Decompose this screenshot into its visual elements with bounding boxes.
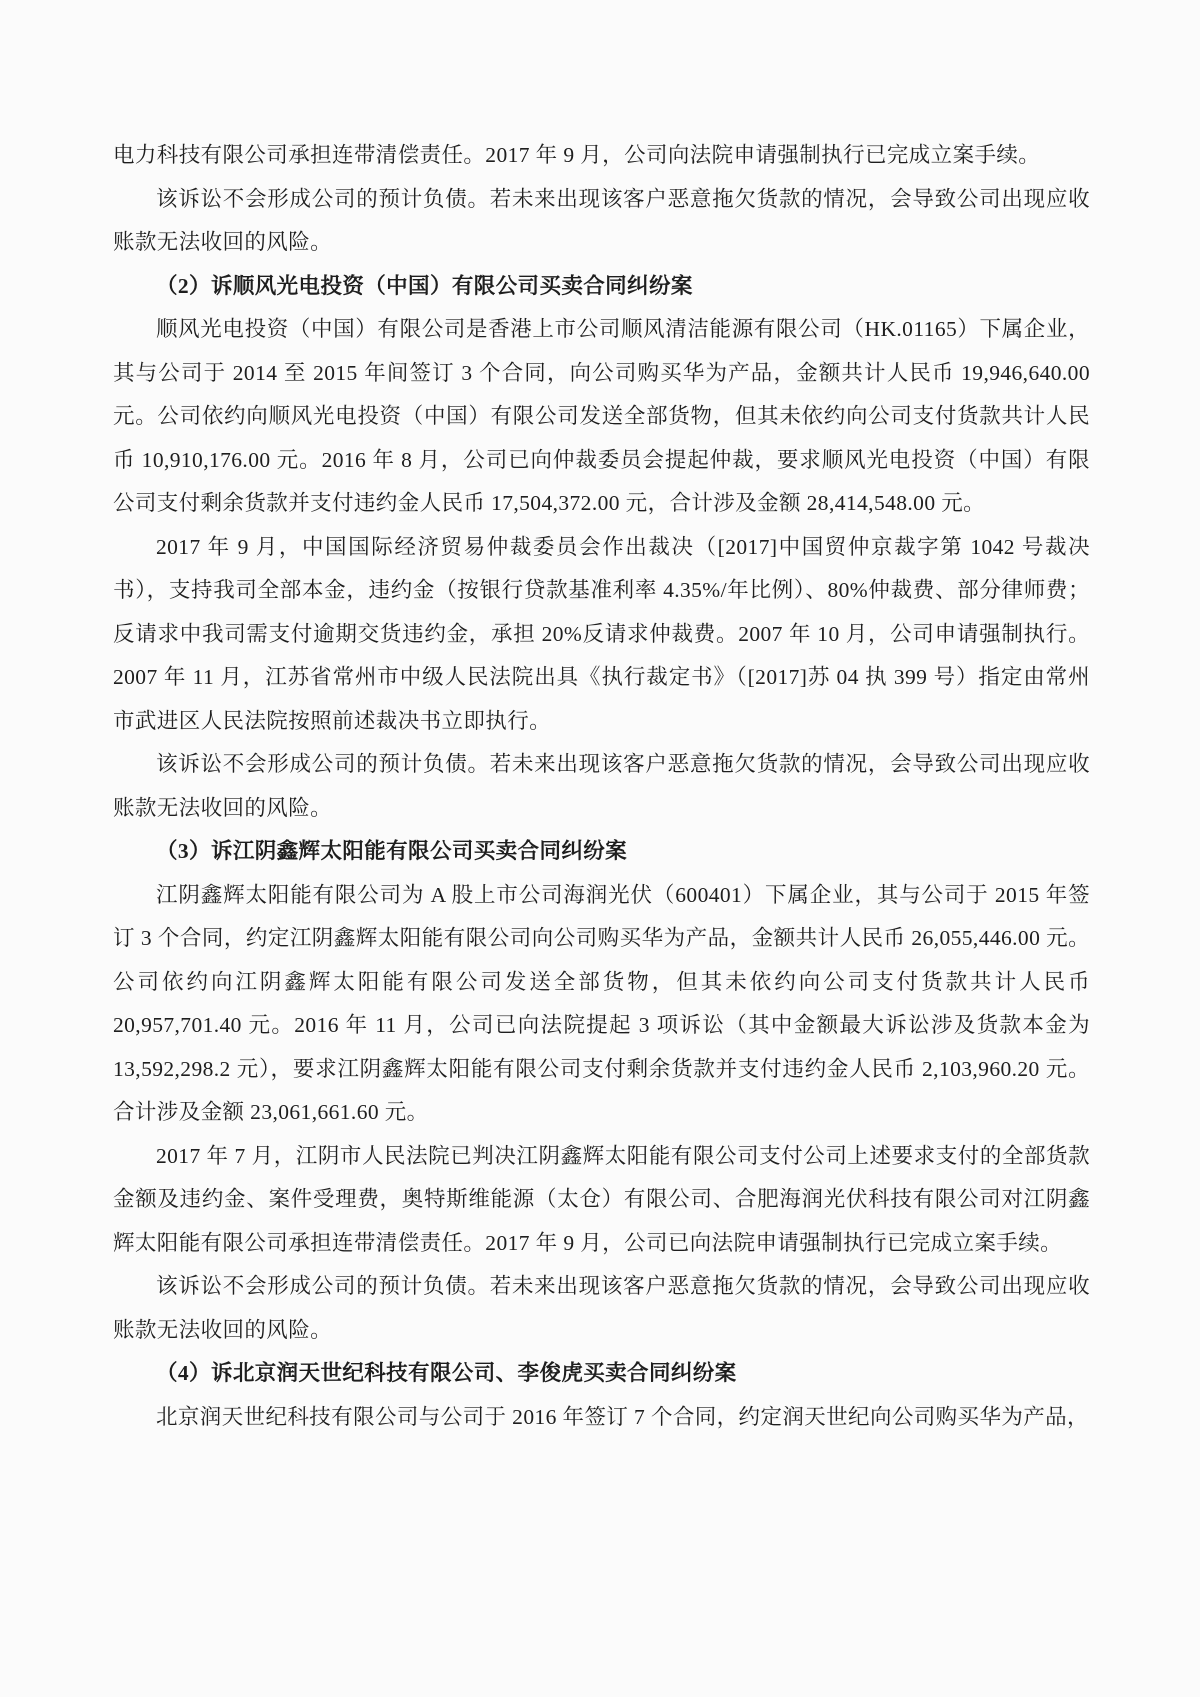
case-heading-4: （4）诉北京润天世纪科技有限公司、李俊虎买卖合同纠纷案 xyxy=(156,1361,737,1385)
document-body xyxy=(113,134,1090,1439)
paragraph-case3-ruling: 2017 年 7 月，江阴市人民法院已判决江阴鑫辉太阳能有限公司支付公司上述要求支付的全部货款金额及违约金、案件受理费，奥特斯维能源（太仓）有限公司、合肥海润光伏科技有限公司对江阴鑫辉太阳能有限公司承担连带清偿责任。2017 年 9 月，公司已向法院申请强制执行已完成立案手续。 xyxy=(113,1143,1090,1255)
paragraph-case3-facts: 江阴鑫辉太阳能有限公司为 A 股上市公司海润光伏（600401）下属企业，其与公司于 2015 年签订 3 个合同，约定江阴鑫辉太阳能有限公司向公司购买华为产品，金额共计人民币 26,055,446.00 元。公司依约向江阴鑫辉太阳能有限公司发送全部货物，但其未依约向公司支付货款共计人民币 20,957,701.40 元。2016 年 11 月，公司已向法院提起 3 项诉讼（其中金额最大诉讼涉及货款本金为 13,592,298.2 元），要求江阴鑫辉太阳能有限公司支付剩余货款并支付违约金人民币 2,103,960.20 元。合计涉及金额 23,061,661.60 元。 xyxy=(113,882,1091,1124)
paragraph-case2-ruling: 2017 年 9 月，中国国际经济贸易仲裁委员会作出裁决（[2017]中国贸仲京裁字第 1042 号裁决书），支持我司全部本金，违约金（按银行贷款基准利率 4.35%/年比例）、80%仲裁费、部分律师费；反请求中我司需支付逾期交货违约金，承担 20%反请求仲裁费。2007 年 10 月，公司申请强制执行。2007 年 11 月，江苏省常州市中级人民法院出具《执行裁定书》（[2017]苏 04 执 399 号）指定由常州市武进区人民法院按照前述裁决书立即执行。 xyxy=(113,534,1090,733)
paragraph-case4-facts: 北京润天世纪科技有限公司与公司于 2016 年签订 7 个合同，约定润天世纪向公司购买华为产品， xyxy=(156,1404,1089,1429)
paragraph-case2-facts: 顺风光电投资（中国）有限公司是香港上市公司顺风清洁能源有限公司（HK.01165）下属企业，其与公司于 2014 至 2015 年间签订 3 个合同，向公司购买华为产品，金额共计人民币 19,946,640.00 元。公司依约向顺风光电投资（中国）有限公司发送全部货物，但其未依约向公司支付货款共计人民币 10,910,176.00 元。2016 年 8 月，公司已向仲裁委员会提起仲裁，要求顺风光电投资（中国）有限公司支付剩余货款并支付违约金人民币 17,504,372.00 元，合计涉及金额 28,414,548.00 元。 xyxy=(113,317,1090,515)
case-heading-2: （2）诉顺风光电投资（中国）有限公司买卖合同纠纷案 xyxy=(156,273,693,298)
paragraph-risk-note-2: 该诉讼不会形成公司的预计负债。若未来出现该客户恶意拖欠货款的情况，会导致公司出现应收账款无法收回的风险。 xyxy=(113,752,1090,820)
paragraph-risk-note-3: 该诉讼不会形成公司的预计负债。若未来出现该客户恶意拖欠货款的情况，会导致公司出现应收账款无法收回的风险。 xyxy=(113,1274,1090,1342)
case-heading-3: （3）诉江阴鑫辉太阳能有限公司买卖合同纠纷案 xyxy=(156,839,628,863)
paragraph-continuation: 电力科技有限公司承担连带清偿责任。2017 年 9 月，公司向法院申请强制执行已完成立案手续。 xyxy=(113,143,1041,167)
paragraph-risk-note-1: 该诉讼不会形成公司的预计负债。若未来出现该客户恶意拖欠货款的情况，会导致公司出现应收账款无法收回的风险。 xyxy=(113,186,1090,254)
